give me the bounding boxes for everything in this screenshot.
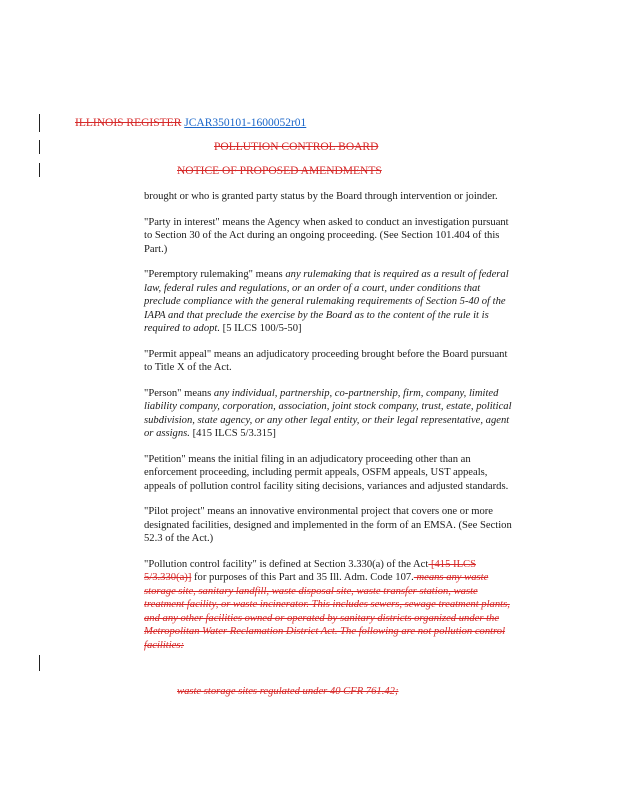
change-bar-4 — [39, 655, 40, 671]
board-deleted: POLLUTION CONTROL BOARD — [214, 141, 379, 153]
change-bar-3 — [39, 163, 40, 177]
change-bar-1 — [39, 114, 40, 132]
p7-term: "Pollution control facility" is defined at Section 3.330(a) of the Act — [144, 558, 429, 570]
p2-term: "Peremptory rulemaking" means — [144, 269, 286, 280]
p7-purposes: for purposes of this Part and 35 Ill. Adm. Code 107. — [191, 572, 414, 583]
board-header — [214, 141, 378, 153]
paragraph-petition: "Petition" means the initial filing in an adjudicatory proceeding other than an enforcement proceeding, including permit appeals, OSFM appeals, UST appeals, appeals of pollution control facility siting decisions, variances and adjusted standards. — [144, 453, 509, 492]
indented-deleted-item — [177, 686, 398, 697]
p4-term: "Person" means — [144, 387, 214, 399]
p2-citation: [5 ILCS 100/5-50] — [220, 323, 302, 334]
p7-deleted-definition: means any waste storage site, sanitary landfill, waste disposal site, waste transfer station, waste treatment facility, or waste incinerator. This includes sewers, sewage treatment plants, and any other facilities owned or operated by sanitary districts organized under the Metropolitan Water Reclamation District Act. The following are not pollution control facilities: — [144, 572, 510, 651]
change-bar-2 — [39, 140, 40, 154]
paragraph-person — [144, 387, 514, 441]
register-deleted: ILLINOIS REGISTER — [75, 117, 182, 129]
notice-deleted: NOTICE OF PROPOSED AMENDMENTS — [177, 165, 382, 177]
paragraph-pilot-project: "Pilot project" means an innovative environmental project that covers one or more designated facilities, designed and implemented in the form of an EMSA. (See Section 52.3 of the Act.) — [144, 506, 512, 544]
notice-header — [177, 165, 382, 177]
register-header — [75, 117, 306, 129]
paragraph-permit-appeal: "Permit appeal" means an adjudicatory proceeding brought before the Board pursuant to Title X of the Act. — [144, 348, 508, 373]
p7-deleted-citation: [415 ILCS 5/3.330(a)] — [144, 558, 476, 583]
paragraph-peremptory-rulemaking — [144, 268, 514, 336]
body-text — [144, 190, 514, 664]
p4-citation: [415 ILCS 5/3.315] — [189, 428, 276, 439]
indented-deleted-text: waste storage sites regulated under 40 CFR 761.42; — [177, 686, 399, 697]
register-inserted: JCAR350101-1600052r01 — [184, 117, 307, 129]
p2-definition: any rulemaking that is required as a result of federal law, federal rules and regulations, or an order of a court, under conditions that preclude compliance with the general rulemaking requirements of Section 5-40 of the IAPA and that preclude the exercise by the Board as to the content of the rule it is required to adopt. — [144, 269, 509, 334]
paragraph-party-continued: brought or who is granted party status by the Board through intervention or joinder. — [144, 191, 498, 202]
p4-definition: any individual, partnership, co-partnership, firm, company, limited liability company, corporation, association, joint stock company, trust, estate, political subdivision, state agency, or any other legal entity, or their legal representative, agent or assigns. — [144, 387, 512, 439]
paragraph-pollution-control-facility — [144, 558, 514, 653]
paragraph-party-in-interest: "Party in interest" means the Agency when asked to conduct an investigation pursuant to Section 30 of the Act during an ongoing proceeding. (See Section 101.404 of this Part.) — [144, 216, 509, 255]
